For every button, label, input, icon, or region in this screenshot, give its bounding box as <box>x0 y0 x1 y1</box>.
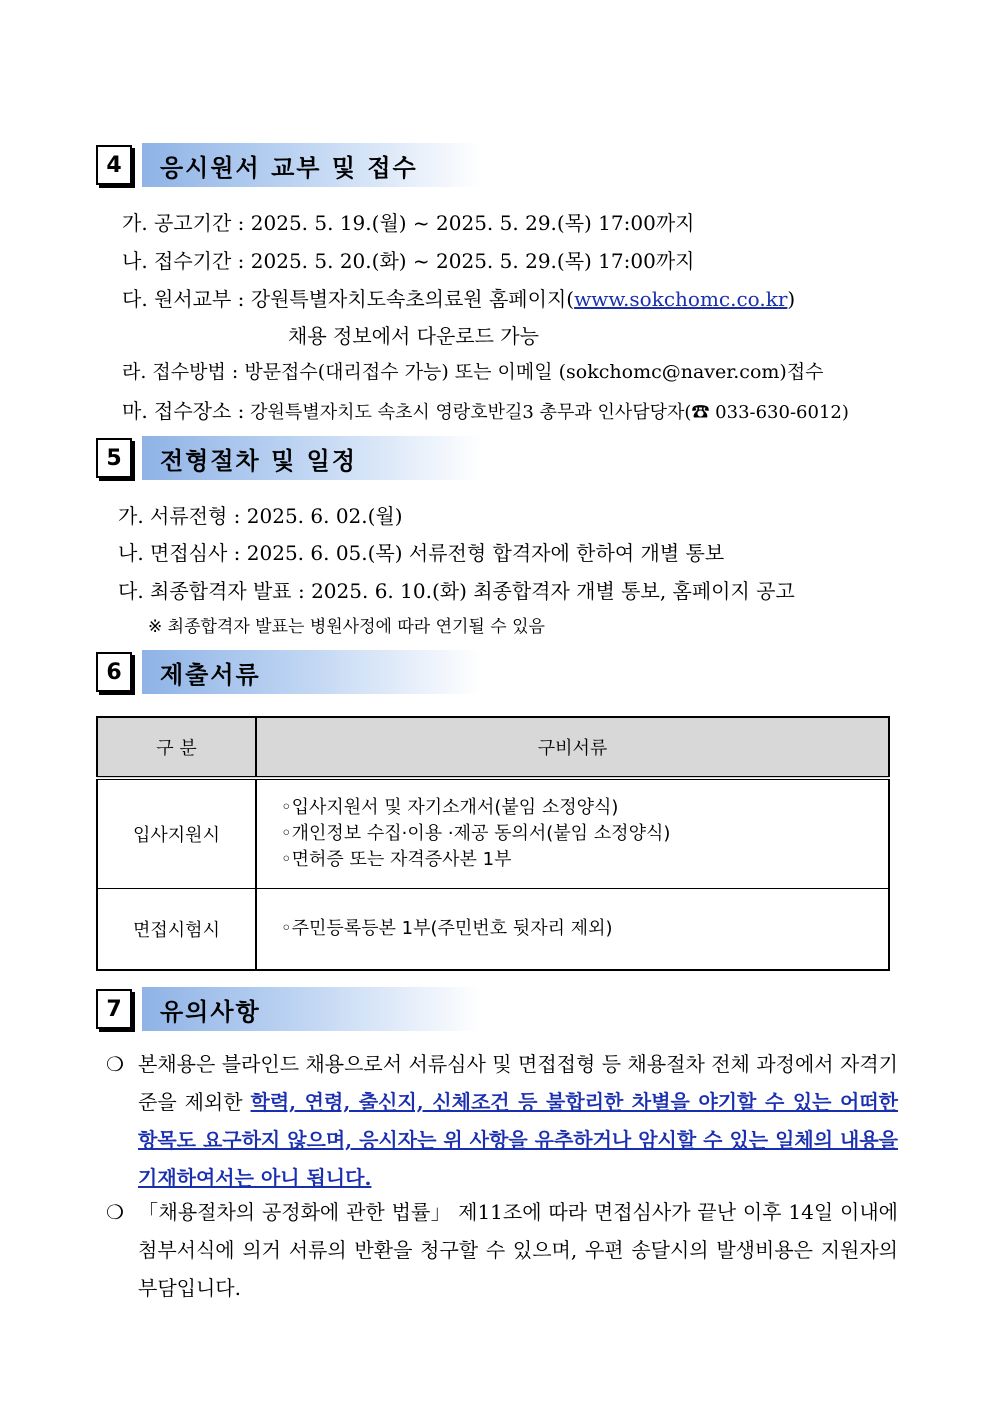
item-label: 라. 접수방법 : <box>122 361 239 383</box>
bullet-icon: ❍ <box>106 1200 124 1224</box>
bullet-icon: ❍ <box>106 1052 124 1076</box>
notice-emphasis: 학력, 연령, 출신지, 신체조건 등 불합리한 차별을 야기할 수 있는 어떠한 항목도 요구하지 않으며, 응시자는 위 사항을 유추하거나 암시할 수 있는 일체의 내용을 기재하여서는 아니 됩니다. <box>138 1090 898 1190</box>
item-value: 2025. 5. 20.(화) ~ 2025. 5. 29.(목) 17:00까지 <box>250 249 695 273</box>
sec4-item-a <box>122 207 694 236</box>
item-value: 강원특별자치도 속초시 영랑호반길3 총무과 인사담당자(☎ 033-630-6012) <box>250 402 849 423</box>
section-title: 유의사항 <box>142 987 482 1031</box>
item-value: 2025. 5. 19.(월) ~ 2025. 5. 29.(목) 17:00까지 <box>250 211 695 235</box>
item-label: 마. 접수장소 : <box>122 399 245 423</box>
table-header-docs: 구비서류 <box>256 717 889 778</box>
row-category: 입사지원시 <box>97 778 256 889</box>
notice-text: 본채용은 블라인드 채용으로서 서류심사 및 면접접형 등 채용절차 전체 과정에서 자격기준을 제외한 <box>138 1052 898 1114</box>
section-title: 응시원서 교부 및 접수 <box>142 143 482 187</box>
sec5-item-c: 다. 최종합격자 발표 : 2025. 6. 10.(화) 최종합격자 개별 통보, 홈페이지 공고 <box>118 579 795 603</box>
notice-paragraph-2 <box>106 1193 898 1307</box>
sec5-note: ※ 최종합격자 발표는 병원사정에 따라 연기될 수 있음 <box>148 617 545 637</box>
doc-item: ◦주민등록등본 1부(주민번호 뒷자리 제외) <box>281 918 613 939</box>
item-value: 방문접수(대리접수 가능) 또는 이메일 (sokchomc@naver.com)접수 <box>244 361 824 383</box>
item-value-after: ) <box>787 287 796 311</box>
sec4-item-b <box>122 245 694 274</box>
section-title: 제출서류 <box>142 650 482 694</box>
item-label: 다. 원서교부 : <box>122 287 245 311</box>
homepage-link[interactable]: www.sokchomc.co.kr <box>574 287 788 311</box>
section-title: 전형절차 및 일정 <box>142 436 482 480</box>
section-number: 5 <box>96 438 132 478</box>
table-row <box>97 889 889 971</box>
sec5-item-a: 가. 서류전형 : 2025. 6. 02.(월) <box>118 504 403 528</box>
table-row <box>97 778 889 889</box>
section-number: 6 <box>96 652 132 692</box>
section-number: 4 <box>96 145 132 185</box>
sec4-item-c <box>122 283 795 312</box>
section-6-header <box>96 649 482 695</box>
item-label: 나. 접수기간 : <box>122 249 245 273</box>
doc-item: ◦입사지원서 및 자기소개서(붙임 소정양식) <box>281 797 619 818</box>
row-docs <box>256 778 889 889</box>
table-header-category: 구 분 <box>97 717 256 778</box>
item-label: 가. 공고기간 : <box>122 211 245 235</box>
sec5-item-b: 나. 면접심사 : 2025. 6. 05.(목) 서류전형 합격자에 한하여 개별 통보 <box>118 541 725 565</box>
section-5-header <box>96 435 482 481</box>
row-docs <box>256 889 889 971</box>
documents-table <box>96 716 890 971</box>
notice-text: 「채용절차의 공정화에 관한 법률」 제11조에 따라 면접심사가 끝난 이후 14일 이내에 첨부서식에 의거 서류의 반환을 청구할 수 있으며, 우편 송달시의 발생비용은 지원자의 부담입니다. <box>138 1200 898 1300</box>
sec4-item-d <box>122 357 824 384</box>
sec4-item-c-cont: 채용 정보에서 다운로드 가능 <box>288 324 539 348</box>
doc-item: ◦면허증 또는 자격증사본 1부 <box>281 849 512 870</box>
sec4-item-e <box>122 395 849 424</box>
notice-paragraph-1 <box>106 1045 898 1197</box>
section-4-header <box>96 142 482 188</box>
section-number: 7 <box>96 989 132 1029</box>
item-value: 강원특별자치도속초의료원 홈페이지( <box>250 287 575 311</box>
row-category: 면접시험시 <box>97 889 256 971</box>
doc-item: ◦개인정보 수집·이용 ·제공 동의서(붙임 소정양식) <box>281 823 671 844</box>
section-7-header <box>96 986 482 1032</box>
